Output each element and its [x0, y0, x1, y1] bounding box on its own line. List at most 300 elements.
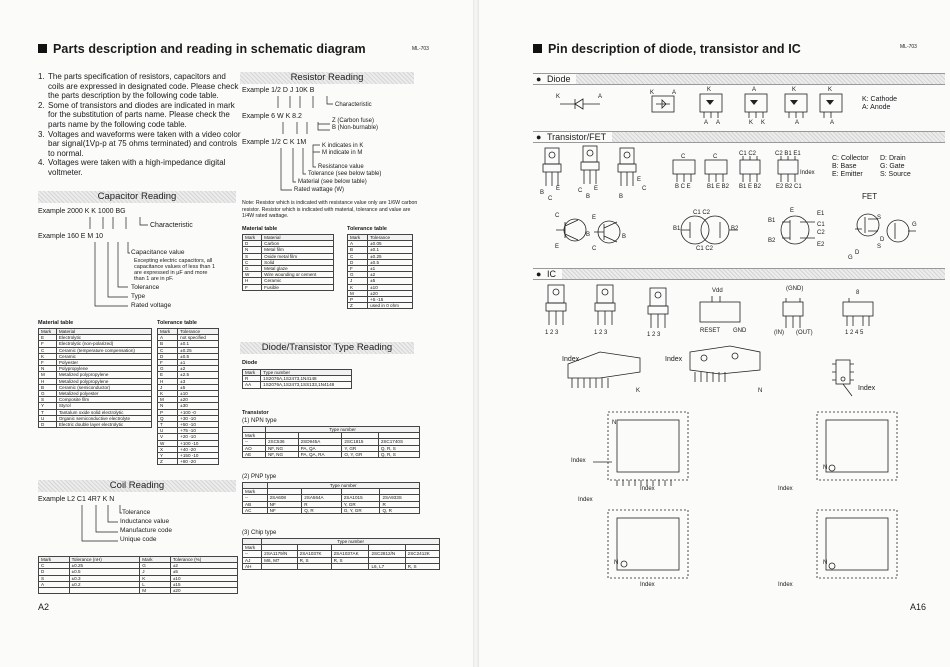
table-cell: ±20: [170, 588, 237, 594]
resistor-characteristic: Characteristic: [335, 102, 372, 108]
table-cell: Mark: [243, 433, 266, 439]
capacitor-note: than 1 are in pF.: [134, 276, 174, 282]
table-cell: ±0.25: [178, 347, 219, 353]
pin-label: A: [830, 120, 835, 126]
chip-title: (3) Chip type: [242, 530, 277, 536]
capacitor-reading-band: Capacitor Reading: [38, 191, 236, 203]
table-cell: AA: [243, 382, 261, 388]
qfp-package-icon: [608, 412, 688, 486]
table-cell: A: [158, 335, 178, 341]
table-cell: G: [243, 266, 262, 272]
pin-label: C1 C2: [693, 210, 711, 216]
table-cell: M: [39, 372, 57, 378]
table-cell: 1S2076A,1S2473,1SS133,1N4148: [261, 382, 352, 388]
resistor-note: Material (see below table): [298, 179, 367, 185]
table-cell: ±2: [368, 272, 413, 278]
table-cell: 2SC2412K: [405, 551, 439, 557]
table-cell: 2SC1815: [342, 439, 379, 445]
table-cell: M6, M7: [262, 557, 297, 563]
coil-note: Tolerance: [122, 509, 151, 516]
table-cell: Fusible: [262, 284, 334, 290]
table-cell: S: [243, 253, 262, 259]
pin-label: 1 2 4 5: [845, 330, 864, 336]
table-cell: 2SA1037K: [297, 551, 331, 557]
table-cell: Metalized polypropylene: [56, 378, 151, 384]
pin-label: E2: [817, 242, 825, 248]
table-cell: G: [140, 563, 171, 569]
ic-package-icon: [843, 298, 873, 326]
table-cell: 2SA1037AK: [331, 551, 369, 557]
table-cell: J: [158, 384, 178, 390]
model-code: ML-703: [412, 46, 429, 52]
index-label: Index: [640, 486, 655, 492]
list-item: 2. Some of transistors and diodes are indicated in mark for the substitution of parts name. Please check the parts name by the following code table.: [38, 100, 235, 129]
table-cell: ±0.25: [368, 253, 413, 259]
pin-label: B C E: [675, 184, 691, 190]
pin-label: B: [622, 234, 627, 240]
table-cell: +75 -10: [178, 428, 219, 434]
right-page-title: Pin description of diode, transistor and IC: [533, 42, 801, 56]
table-cell: N: [243, 247, 262, 253]
table-header: Mark: [39, 329, 57, 335]
table-cell: +150 -10: [178, 453, 219, 459]
table-header: Type number: [261, 370, 352, 376]
table-cell: ±5: [368, 278, 413, 284]
pin-label: C2 B1 E1: [775, 151, 801, 157]
table-cell: Q, R, S: [378, 451, 419, 457]
pin-label: K: [792, 87, 797, 93]
capacitor-tolerance-label: Tolerance: [131, 284, 160, 291]
table-cell: NF, NG: [265, 451, 298, 457]
table-cell: Ceramic: [262, 278, 334, 284]
table-cell: G: [39, 391, 57, 397]
table-cell: G: [158, 366, 178, 372]
table-cell: J: [348, 278, 368, 284]
list-item: 4. Voltages were taken with a high-impedance digital voltmeter.: [38, 158, 226, 177]
table-cell: F: [158, 360, 178, 366]
table-cell: J: [140, 569, 171, 575]
ic-package-icon: [595, 285, 615, 325]
pin-label: K: [749, 120, 754, 126]
pin-label: 1 2 3: [647, 332, 661, 338]
table-cell: R: [380, 501, 420, 507]
table-cell: ±0.25: [69, 563, 140, 569]
pin-label: S: [877, 215, 882, 221]
table-cell: ±0.5: [368, 259, 413, 265]
pin-label: C2: [817, 230, 825, 236]
table-cell: P: [158, 409, 178, 415]
table-cell: 2SA1179/N: [262, 551, 297, 557]
pin-label: D: [855, 250, 860, 256]
table-cell: Electrolytic: [56, 335, 151, 341]
resistor-example-1: Example 1/2 D J 10K B: [242, 87, 315, 94]
table-cell: +5 -15: [368, 297, 413, 303]
qfp-package-icon: [817, 412, 897, 480]
pin-label: A: [704, 120, 709, 126]
resistor-material-title: Material table: [242, 226, 278, 232]
pin-label: 8: [856, 290, 860, 296]
table-cell: Tantalum oxide solid electrolytic: [56, 409, 151, 415]
table-cell: Oxide metal film: [262, 253, 334, 259]
table-cell: Polyester: [56, 360, 151, 366]
table-cell: Composite film: [56, 397, 151, 403]
table-cell: Mark: [243, 489, 268, 495]
pin-label: E: [637, 177, 642, 183]
pin-label: E: [790, 208, 795, 214]
table-header: Mark: [39, 557, 70, 563]
index-label: Index: [562, 356, 580, 363]
pin-label: N: [758, 388, 763, 394]
pin-label: N: [823, 560, 828, 566]
pin-label: B1 E B2: [739, 184, 762, 190]
table-cell: +80 -20: [178, 459, 219, 465]
table-cell: R: [302, 501, 342, 507]
reset-label: RESET: [700, 328, 721, 334]
table-cell: U: [39, 415, 57, 421]
pin-label: E: [555, 244, 560, 250]
pin-label: E2 B2 C1: [776, 184, 802, 190]
table-cell: M: [140, 588, 171, 594]
table-cell: ±15: [170, 581, 237, 587]
table-cell: --: [243, 551, 262, 557]
table-cell: T: [158, 422, 178, 428]
pin-label: E: [594, 186, 599, 192]
pin-label: B1: [768, 218, 776, 224]
table-cell: D: [348, 259, 368, 265]
transistor-legend: C: Collector B: Base E: Emitter: [832, 155, 869, 178]
table-cell: Styrol: [56, 403, 151, 409]
tolerance-table-title: Tolerance table: [157, 320, 197, 326]
pin-label: C: [592, 246, 597, 252]
ic-package-icon: [546, 285, 566, 325]
qfp-package-icon: [608, 510, 688, 578]
fet-label: FET: [862, 192, 878, 201]
table-cell: V: [158, 434, 178, 440]
table-header: Mark: [140, 557, 171, 563]
index-label: Index: [640, 582, 655, 588]
index-label: Index: [778, 486, 793, 492]
table-cell: F: [348, 266, 368, 272]
table-cell: H: [158, 378, 178, 384]
table-cell: ±3: [178, 378, 219, 384]
table-cell: NF, NG: [265, 445, 298, 451]
npn-title: (1) NPN type: [242, 418, 277, 424]
capacitor-characteristic: Characteristic: [150, 222, 193, 229]
table-cell: W: [243, 272, 262, 278]
pin-label: E1: [817, 211, 825, 217]
table-cell: Q, R: [302, 507, 342, 513]
resistor-reading-band: Resistor Reading: [240, 72, 414, 84]
coil-example: Example L2 C1 4R7 K N: [38, 496, 115, 503]
table-cell: 2SC2812/N: [369, 551, 405, 557]
table-cell: Carbon: [262, 241, 334, 247]
resistor-tolerance-title: Tolerance table: [347, 226, 387, 232]
coil-note: Unique code: [120, 536, 157, 543]
table-cell: D: [39, 422, 57, 428]
table-cell: ±10: [170, 575, 237, 581]
list-item: 1. The parts specification of resistors, capacitors and coils are expressed in designated code. Please check the parts description by the following code table.: [38, 72, 239, 101]
coil-reading-band: Coil Reading: [38, 480, 236, 492]
pin-label: C: [578, 188, 583, 194]
table-cell: Organic semiconductive electrolyte: [56, 415, 151, 421]
gnd-label: GND: [733, 328, 747, 334]
table-cell: M: [158, 397, 178, 403]
transistor-title: Transistor: [242, 410, 269, 416]
table-cell: ±0.05: [368, 241, 413, 247]
capacitance-value-label: Capacitance value: [131, 249, 185, 256]
table-cell: D: [39, 569, 70, 575]
index-label: Index: [778, 582, 793, 588]
pin-label: K: [828, 87, 833, 93]
table-cell: PA, QA: [298, 445, 342, 451]
table-cell: ±20: [368, 290, 413, 296]
pin-label: 1 2 3: [594, 330, 608, 336]
table-header: Type number: [267, 483, 419, 489]
table-cell: Z: [348, 303, 368, 309]
table-cell: ±0.3: [69, 575, 140, 581]
resistor-note: M indicate in M: [322, 150, 363, 156]
pin-label: C: [548, 196, 553, 202]
pin-label: G: [848, 255, 853, 261]
table-cell: 2SA564A: [302, 495, 342, 501]
table-cell: Y: [39, 403, 57, 409]
table-cell: C: [158, 347, 178, 353]
table-cell: PA, QA, RA: [298, 451, 342, 457]
table-cell: Metal film: [262, 247, 334, 253]
pin-label: B1: [673, 226, 681, 232]
ic-package-icon: [648, 288, 668, 328]
pin-label: K: [707, 87, 712, 93]
left-page-title: Parts description and reading in schematic diagram: [38, 42, 366, 56]
pin-label: K: [761, 120, 766, 126]
pin-label: A: [598, 94, 603, 100]
index-label: Index: [665, 356, 683, 363]
pin-label: A: [716, 120, 721, 126]
table-cell: F: [39, 341, 57, 347]
pin-label: K: [650, 90, 655, 96]
table-cell: 2SC1740S: [378, 439, 419, 445]
table-header: Type number: [265, 427, 419, 433]
pin-label: A: [795, 120, 800, 126]
gnd-paren-label: (GND): [786, 286, 804, 292]
table-cell: S: [39, 397, 57, 403]
table-cell: ±0.1: [178, 341, 219, 347]
table-cell: C: [39, 347, 57, 353]
index-label: Index: [578, 497, 593, 503]
table-header: Mark: [243, 235, 262, 241]
table-cell: L6, L7: [369, 563, 405, 569]
table-cell: R, S: [331, 557, 369, 563]
table-cell: E: [39, 335, 57, 341]
table-cell: ±5: [178, 384, 219, 390]
table-cell: +40 -20: [178, 446, 219, 452]
table-cell: R, S: [297, 557, 331, 563]
table-cell: X: [158, 446, 178, 452]
pin-label: A: [752, 87, 757, 93]
capacitor-type-label: Type: [131, 293, 146, 300]
right-page-number: A16: [910, 602, 927, 612]
pin-label: B: [540, 190, 545, 196]
pin-label: K: [556, 94, 561, 100]
table-cell: 2SC536: [265, 439, 298, 445]
table-cell: --: [243, 495, 268, 501]
table-cell: AC: [243, 507, 268, 513]
resistor-note: Z (Carbon fuse): [332, 118, 375, 124]
table-cell: AH: [243, 563, 262, 569]
pin-label: C1 C2: [739, 151, 757, 157]
table-cell: ±0.5: [69, 569, 140, 575]
table-cell: Ceramic (semiconductor): [56, 384, 151, 390]
model-code: ML-703: [900, 44, 917, 50]
table-cell: O, Y, GR: [342, 451, 379, 457]
capacitor-voltage-label: Rated voltage: [131, 302, 172, 309]
table-cell: D: [158, 353, 178, 359]
ic-package-icon: [700, 296, 740, 322]
table-cell: not specified: [178, 335, 219, 341]
table-header: Mark: [158, 329, 178, 335]
table-cell: Metalized polypropylene: [56, 372, 151, 378]
table-cell: ±0.5: [178, 353, 219, 359]
resistor-note: Rated wattage (W): [294, 187, 345, 193]
pin-label: 1 2 3: [545, 330, 559, 336]
table-header: Material: [56, 329, 151, 335]
capacitor-example-1: Example 2000 K K 1000 BG: [38, 208, 126, 215]
coil-note: Manufacture code: [120, 527, 173, 534]
material-table-title: Material table: [38, 320, 74, 326]
table-cell: 2SA1015: [341, 495, 380, 501]
table-cell: B: [39, 384, 57, 390]
table-cell: B: [348, 247, 368, 253]
table-cell: T: [39, 409, 57, 415]
table-cell: ±10: [368, 284, 413, 290]
diode-section-header: ● Diode: [533, 73, 945, 85]
table-header: Mark: [348, 235, 368, 241]
vdd-label: Vdd: [712, 288, 723, 294]
table-header: Tolerance: [368, 235, 413, 241]
pin-label: N: [823, 465, 828, 471]
left-page-number: A2: [38, 602, 50, 612]
table-cell: 2SD945A: [298, 439, 342, 445]
fet-legend: D: Drain G: Gate S: Source: [880, 155, 911, 178]
table-cell: Y, GR: [341, 501, 380, 507]
capacitor-note: are expressed in µF and more: [134, 270, 208, 276]
table-cell: A: [348, 241, 368, 247]
index-label: Index: [858, 385, 876, 392]
table-cell: Solid: [262, 259, 334, 265]
pin-label: A: [672, 90, 677, 96]
table-cell: B: [158, 341, 178, 347]
table-header: Type number: [262, 539, 440, 545]
capacitor-note: capacitance values of less than 1: [134, 264, 216, 270]
table-cell: Wire wounding or cement: [262, 272, 334, 278]
table-cell: H: [39, 378, 57, 384]
pin-label: B1 E B2: [707, 184, 730, 190]
table-cell: H: [243, 278, 262, 284]
diode-transistor-band: Diode/Transistor Type Reading: [240, 342, 414, 354]
ic-section-header: ● IC: [533, 268, 945, 280]
table-cell: AE: [243, 451, 266, 457]
index-label: Index: [571, 458, 586, 464]
pin-label: B2: [768, 238, 776, 244]
table-cell: R, S: [405, 563, 439, 569]
table-header: Tolerance: [178, 329, 219, 335]
ic-package-icon: [783, 298, 803, 328]
diode-title: Diode: [242, 360, 258, 366]
table-cell: N: [39, 366, 57, 372]
capacitor-example-2: Example 160 E M 10: [38, 233, 103, 240]
pin-label: B: [586, 194, 591, 200]
table-cell: L: [140, 581, 171, 587]
table-cell: C: [348, 253, 368, 259]
resistor-note: Tolerance (see below table): [308, 171, 382, 177]
list-item: 3. Voltages and waveforms were taken with a video color bar signal(1Vp-p at 75 ohms terminated) and controls to normal.: [38, 129, 241, 158]
table-cell: NF: [267, 501, 302, 507]
pin-label: C: [713, 154, 718, 160]
table-cell: ±2: [178, 366, 219, 372]
table-cell: O, Y, GR: [341, 507, 380, 513]
table-cell: Q, R: [380, 507, 420, 513]
table-cell: A: [39, 581, 70, 587]
diode-legend: K: Cathode A: Anode: [862, 96, 898, 111]
table-cell: --: [243, 439, 266, 445]
table-cell: Metalized polyester: [56, 391, 151, 397]
table-cell: Electric double layer electrolytic: [56, 422, 151, 428]
table-cell: G: [348, 272, 368, 278]
table-cell: Q: [158, 415, 178, 421]
table-cell: C: [39, 563, 70, 569]
table-cell: AB: [243, 501, 268, 507]
table-cell: ±30: [178, 403, 219, 409]
pin-label: N: [614, 560, 619, 566]
sip-package-icon: [690, 346, 760, 382]
table-cell: used in 0 ohm: [368, 303, 413, 309]
table-cell: 1S2076A,1S2473,1N4148: [261, 376, 352, 382]
pin-label: S: [877, 244, 882, 250]
table-cell: C: [243, 259, 262, 265]
table-cell: NF: [267, 507, 302, 513]
pnp-title: (2) PNP type: [242, 474, 277, 480]
index-label: Index: [800, 170, 815, 176]
table-cell: S: [39, 575, 70, 581]
pin-label: E: [556, 186, 561, 192]
table-cell: Y: [158, 453, 178, 459]
qfp-package-icon: [817, 510, 897, 578]
pin-label: C: [681, 154, 686, 160]
transistor-section-header: ● Transistor/FET: [533, 131, 945, 143]
table-cell: AO: [243, 445, 266, 451]
table-cell: P: [348, 297, 368, 303]
resistor-note-paragraph: Note: Resistor which is indicated with resistance value only are 1/6W carbon resistor. Resistor which is indicated with material, tolerance and value are 1/4W rated wattage.: [242, 200, 418, 220]
pin-label: B2: [731, 226, 739, 232]
out-label: (OUT): [796, 330, 813, 336]
table-cell: W: [158, 440, 178, 446]
pin-label: E: [592, 215, 597, 221]
table-cell: K: [39, 353, 57, 359]
resistor-example-2: Example 6 W K 8.2: [242, 113, 302, 120]
pin-label: C1: [817, 222, 825, 228]
table-cell: F: [39, 360, 57, 366]
table-cell: +20 -10: [178, 434, 219, 440]
table-cell: K: [158, 391, 178, 397]
in-label: (IN): [774, 330, 784, 336]
table-header: Material: [262, 235, 334, 241]
table-cell: Z: [158, 459, 178, 465]
pin-label: G: [912, 222, 917, 228]
table-cell: 2SA608: [267, 495, 302, 501]
table-cell: Ceramic: [56, 353, 151, 359]
table-cell: Metal glaze: [262, 266, 334, 272]
table-cell: AJ: [243, 557, 262, 563]
